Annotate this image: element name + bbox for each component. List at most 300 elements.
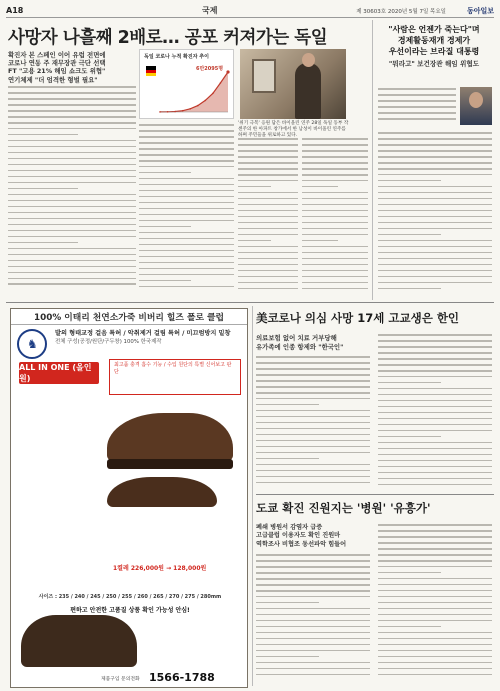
sidebar-body xyxy=(378,132,492,296)
text-line xyxy=(378,168,492,170)
text-line xyxy=(256,656,319,658)
section-divider xyxy=(256,494,494,495)
text-line xyxy=(378,364,492,366)
text-line xyxy=(256,626,370,628)
text-line xyxy=(139,244,234,246)
text-line xyxy=(8,134,78,136)
ad-phone-number[interactable]: 1566-1788 xyxy=(149,671,215,684)
text-line xyxy=(378,412,492,414)
text-line xyxy=(139,202,234,204)
text-line xyxy=(8,278,136,280)
text-line xyxy=(302,222,368,224)
text-line xyxy=(378,234,441,236)
text-line xyxy=(256,380,370,382)
shoe-advertisement[interactable] xyxy=(10,308,248,688)
text-line xyxy=(302,258,368,260)
text-line xyxy=(139,250,234,252)
ad-banner: 100% 이태리 천연소가죽 비버리 힐즈 폴로 클럽 xyxy=(11,309,247,325)
deck-line: FT "고용 21% 해임 쇼크도 위협" xyxy=(8,67,106,76)
top-story-body-col1 xyxy=(8,86,136,294)
text-line xyxy=(256,386,370,388)
text-line xyxy=(238,288,298,290)
text-line xyxy=(256,566,370,568)
text-line xyxy=(256,428,370,430)
text-line xyxy=(256,644,370,646)
text-line xyxy=(378,88,456,90)
text-line xyxy=(378,472,492,474)
text-line xyxy=(378,132,492,134)
text-line xyxy=(238,264,298,266)
text-line xyxy=(238,210,298,212)
text-line xyxy=(378,210,492,212)
text-line xyxy=(378,118,456,120)
text-line xyxy=(238,276,298,278)
photo-figure xyxy=(295,63,321,119)
text-line xyxy=(302,240,338,242)
text-line xyxy=(256,434,370,436)
text-line xyxy=(238,198,298,200)
text-line xyxy=(378,590,492,592)
text-line xyxy=(139,160,234,162)
text-line xyxy=(378,150,492,152)
article2-headline: 美코로나 의심 사망 17세 고교생은 한인 xyxy=(256,311,460,325)
shoe-image-lower xyxy=(21,615,137,667)
shoe-image xyxy=(107,413,233,463)
text-line xyxy=(378,138,492,140)
text-line xyxy=(256,614,370,616)
text-line xyxy=(378,288,441,290)
text-line xyxy=(256,356,370,358)
text-line xyxy=(256,362,370,364)
section-label: 국제 xyxy=(202,6,218,15)
text-line xyxy=(256,632,370,634)
text-line xyxy=(8,260,136,262)
text-line xyxy=(256,368,370,370)
text-line xyxy=(256,476,370,478)
text-line xyxy=(139,190,234,192)
text-line xyxy=(378,638,492,640)
text-line xyxy=(378,276,492,278)
text-line xyxy=(238,204,298,206)
paper-name: 동아일보 xyxy=(466,6,494,15)
photo-face xyxy=(469,92,483,108)
text-line xyxy=(139,166,234,168)
text-line xyxy=(302,252,368,254)
text-line xyxy=(238,228,298,230)
text-line xyxy=(256,422,370,424)
president-photo xyxy=(460,87,492,125)
text-line xyxy=(378,466,492,468)
text-line xyxy=(378,382,441,384)
text-line xyxy=(378,548,492,550)
text-line xyxy=(8,224,136,226)
article3-body-col2 xyxy=(378,524,492,684)
top-story-body-col2 xyxy=(139,124,234,294)
sidebar-subhead: "뭐라고" 보건장관 해임 위협도 xyxy=(388,60,480,68)
text-line xyxy=(139,208,234,210)
deck-line: 연기체제 "더 엄격한 형벌 필요" xyxy=(8,75,98,84)
text-line xyxy=(256,674,370,676)
text-line xyxy=(378,650,492,652)
text-line xyxy=(238,144,298,146)
text-line xyxy=(378,358,492,360)
text-line xyxy=(139,136,234,138)
text-line xyxy=(238,186,271,188)
text-line xyxy=(378,162,492,164)
text-line xyxy=(139,214,234,216)
text-line xyxy=(378,192,492,194)
text-line xyxy=(8,266,136,268)
text-line xyxy=(256,554,370,556)
column-rule xyxy=(252,306,253,686)
text-line xyxy=(8,152,136,154)
deck-line: 폐쇄 병원서 감염자 급증 xyxy=(256,524,323,531)
text-line xyxy=(302,276,368,278)
ad-red-note: 최고품 충격 흡수 기능 / 수입 원단의 특별 신어보고 판단 xyxy=(109,359,241,395)
deck-line: 의료보험 없어 치료 거부당해 xyxy=(256,334,337,342)
text-line xyxy=(378,334,492,336)
case-chart-svg xyxy=(140,50,233,118)
text-line xyxy=(256,452,370,454)
text-line xyxy=(378,484,492,486)
text-line xyxy=(378,602,492,604)
text-line xyxy=(8,206,136,208)
top-story-body-col4 xyxy=(302,138,368,294)
text-line xyxy=(8,194,136,196)
text-line xyxy=(139,196,234,198)
text-line xyxy=(378,542,492,544)
chart-point xyxy=(167,111,169,113)
text-line xyxy=(139,286,234,288)
text-line xyxy=(378,346,492,348)
text-line xyxy=(139,124,234,126)
chart-point xyxy=(226,70,229,73)
text-line xyxy=(302,144,368,146)
text-line xyxy=(378,258,492,260)
chart-point xyxy=(197,105,199,107)
newspaper-page xyxy=(6,4,494,687)
text-line xyxy=(256,596,370,598)
text-line xyxy=(302,150,368,152)
text-line xyxy=(256,470,370,472)
page-number: A18 xyxy=(6,6,24,15)
text-line xyxy=(8,122,136,124)
text-line xyxy=(8,110,136,112)
text-line xyxy=(256,572,370,574)
text-line xyxy=(378,448,492,450)
text-line xyxy=(378,198,492,200)
text-line xyxy=(378,674,492,676)
text-line xyxy=(378,388,492,390)
text-line xyxy=(378,94,456,96)
text-line xyxy=(8,248,136,250)
text-line xyxy=(378,536,492,538)
text-line xyxy=(256,560,370,562)
chart-point xyxy=(189,108,191,110)
text-line xyxy=(302,210,368,212)
text-line xyxy=(378,186,492,188)
text-line xyxy=(302,192,368,194)
photo-figure-head xyxy=(302,53,315,67)
sidebar-headline-line: "사람은 언젠가 죽는다"며 xyxy=(388,25,480,34)
text-line xyxy=(8,104,136,106)
text-line xyxy=(8,92,136,94)
text-line xyxy=(378,144,492,146)
text-line xyxy=(378,454,492,456)
text-line xyxy=(378,264,492,266)
text-line xyxy=(378,106,456,108)
text-line xyxy=(238,216,298,218)
text-line xyxy=(256,590,370,592)
text-line xyxy=(378,352,492,354)
text-line xyxy=(302,246,368,248)
text-line xyxy=(302,162,368,164)
text-line xyxy=(238,174,298,176)
text-line xyxy=(378,222,492,224)
ad-price: 1켤레 226,000원 → 128,000원 xyxy=(113,565,207,572)
text-line xyxy=(8,254,136,256)
text-line xyxy=(238,138,298,140)
text-line xyxy=(378,252,492,254)
text-line xyxy=(8,98,136,100)
text-line xyxy=(378,156,492,158)
text-line xyxy=(302,282,368,284)
deck-line: 유가족에 인종 항제와 "한국인" xyxy=(256,342,344,351)
text-line xyxy=(378,430,492,432)
text-line xyxy=(378,180,441,182)
text-line xyxy=(238,222,298,224)
deck-line: 역학조사 비협조 동선파악 힘들어 xyxy=(256,540,347,548)
text-line xyxy=(256,620,370,622)
text-line xyxy=(256,602,319,604)
top-story-headline: 사망자 나흘째 2배로… 공포 커져가는 독일 xyxy=(8,28,328,48)
text-line xyxy=(8,140,136,142)
text-line xyxy=(256,482,370,484)
text-line xyxy=(378,424,492,426)
horse-icon: ♞ xyxy=(27,337,38,351)
chart-title: 독일 코로나 누적 확진자 추이 xyxy=(144,54,209,60)
section-divider xyxy=(6,302,494,303)
text-line xyxy=(238,240,271,242)
text-line xyxy=(8,146,136,148)
shoe-image-side xyxy=(107,477,217,507)
text-line xyxy=(302,156,368,158)
text-line xyxy=(302,180,368,182)
text-line xyxy=(378,394,492,396)
text-line xyxy=(256,398,370,400)
article2-body-col2 xyxy=(378,334,492,490)
text-line xyxy=(302,198,368,200)
deck-line: 코로나 연동 주 재무장관 극단 선택 xyxy=(8,59,106,68)
text-line xyxy=(378,436,441,438)
text-line xyxy=(378,608,492,610)
text-line xyxy=(139,262,234,264)
text-line xyxy=(302,216,368,218)
text-line xyxy=(378,614,492,616)
sidebar-headline-line: 우선이라는 브라질 대통령 xyxy=(388,47,480,56)
text-line xyxy=(378,228,492,230)
deck-line: 고급클럽 이용자도 확인 진원마 xyxy=(256,532,341,540)
text-line xyxy=(139,172,191,174)
text-line xyxy=(256,440,370,442)
text-line xyxy=(378,620,492,622)
text-line xyxy=(302,234,368,236)
text-line xyxy=(378,418,492,420)
ad-subtitle: 발의 형태교정 걸음 특허 / 악취제거 걸림 특허 / 미끄럼방지 밑창 xyxy=(55,330,231,337)
text-line xyxy=(238,192,298,194)
text-line xyxy=(139,232,234,234)
text-line xyxy=(378,596,492,598)
column-rule xyxy=(372,20,373,300)
text-line xyxy=(378,554,492,556)
phone-label: 제품구입 문의전화 xyxy=(101,677,140,682)
text-line xyxy=(302,270,368,272)
text-line xyxy=(8,212,136,214)
chart-point xyxy=(182,110,184,112)
article3-deck xyxy=(256,524,371,549)
text-line xyxy=(238,246,298,248)
text-line xyxy=(378,400,492,402)
chart-point xyxy=(174,111,176,113)
text-line xyxy=(8,128,136,130)
text-line xyxy=(256,392,370,394)
chart-point xyxy=(159,111,161,113)
text-line xyxy=(8,182,136,184)
text-line xyxy=(8,86,136,88)
text-line xyxy=(139,280,191,282)
text-line xyxy=(139,142,234,144)
text-line xyxy=(302,138,368,140)
chart-area xyxy=(160,72,228,112)
text-line xyxy=(378,478,492,480)
text-line xyxy=(238,180,298,182)
text-line xyxy=(139,184,234,186)
text-line xyxy=(238,234,298,236)
text-line xyxy=(139,130,234,132)
text-line xyxy=(302,264,368,266)
case-chart xyxy=(139,49,234,119)
ad-sizes: 사이즈 : 235 / 240 / 245 / 250 / 255 / 260 / 265 / 270 / 275 / 280mm xyxy=(38,594,222,600)
article2-deck xyxy=(256,334,371,351)
text-line xyxy=(238,150,298,152)
text-line xyxy=(256,650,370,652)
text-line xyxy=(8,116,136,118)
text-line xyxy=(8,218,136,220)
text-line xyxy=(8,188,78,190)
text-line xyxy=(378,240,492,242)
text-line xyxy=(238,162,298,164)
text-line xyxy=(256,662,370,664)
text-line xyxy=(256,404,319,406)
text-line xyxy=(256,638,370,640)
text-line xyxy=(139,274,234,276)
text-line xyxy=(378,662,492,664)
text-line xyxy=(256,410,370,412)
text-line xyxy=(378,644,492,646)
top-story-deck xyxy=(8,51,136,84)
date-line: 제 30603호 2020년 5월 7일 목요일 xyxy=(356,8,446,15)
photo-caption: '위기 극복' 응원 담은 바이올린 연주 28일 독일 동부 작센주의 한 아파트 창가에서 한 남성이 바이올린 연주를 하며 주민들을 위로하고 있다. xyxy=(238,121,349,138)
text-line xyxy=(378,578,492,580)
text-line xyxy=(302,174,368,176)
photo-window xyxy=(252,59,276,93)
text-line xyxy=(238,156,298,158)
text-line xyxy=(238,168,298,170)
all-in-one-badge: ALL IN ONE (올인원) xyxy=(19,362,99,384)
sidebar-headline-line: 경제활동재개 경제가 xyxy=(397,36,471,45)
text-line xyxy=(8,176,136,178)
violin-photo xyxy=(240,49,346,119)
text-line xyxy=(139,154,234,156)
sidebar-headline xyxy=(378,24,490,70)
text-line xyxy=(378,340,492,342)
text-line xyxy=(8,170,136,172)
text-line xyxy=(8,158,136,160)
text-line xyxy=(378,112,456,114)
text-line xyxy=(378,524,492,526)
text-line xyxy=(256,608,370,610)
text-line xyxy=(378,626,441,628)
text-line xyxy=(378,370,492,372)
text-line xyxy=(238,258,298,260)
text-line xyxy=(238,252,298,254)
text-line xyxy=(256,458,319,460)
text-line xyxy=(378,216,492,218)
text-line xyxy=(238,282,298,284)
text-line xyxy=(302,168,368,170)
sidebar-body-top xyxy=(378,88,456,126)
text-line xyxy=(378,406,492,408)
text-line xyxy=(139,148,234,150)
text-line xyxy=(302,186,338,188)
chart-annotation: 6만2095명 xyxy=(196,66,224,72)
text-line xyxy=(378,668,492,670)
text-line xyxy=(378,282,492,284)
text-line xyxy=(378,632,492,634)
article2-body-col1 xyxy=(256,356,370,490)
text-line xyxy=(8,236,136,238)
text-line xyxy=(139,220,234,222)
text-line xyxy=(139,238,234,240)
deck-line: 확진자 본 스페인 이어 유럽 전면에 xyxy=(8,51,106,59)
chart-plot xyxy=(159,70,229,112)
text-line xyxy=(256,416,370,418)
text-line xyxy=(378,572,441,574)
text-line xyxy=(8,200,136,202)
text-line xyxy=(378,560,492,562)
text-line xyxy=(256,578,370,580)
flag-icon-stripe xyxy=(146,73,156,76)
text-line xyxy=(378,270,492,272)
text-line xyxy=(8,272,136,274)
text-line xyxy=(139,256,234,258)
text-line xyxy=(378,442,492,444)
text-line xyxy=(378,204,492,206)
chart-point xyxy=(212,93,214,95)
text-line xyxy=(256,464,370,466)
text-line xyxy=(256,446,370,448)
text-line xyxy=(378,530,492,532)
chart-point xyxy=(220,82,222,84)
text-line xyxy=(378,584,492,586)
text-line xyxy=(378,246,492,248)
text-line xyxy=(302,288,368,290)
ad-subtitle-2: 전체 구성(공정/원단/구두창) 100% 한국제작 xyxy=(55,339,162,345)
text-line xyxy=(302,228,368,230)
text-line xyxy=(256,668,370,670)
text-line xyxy=(8,283,136,285)
text-line xyxy=(302,204,368,206)
